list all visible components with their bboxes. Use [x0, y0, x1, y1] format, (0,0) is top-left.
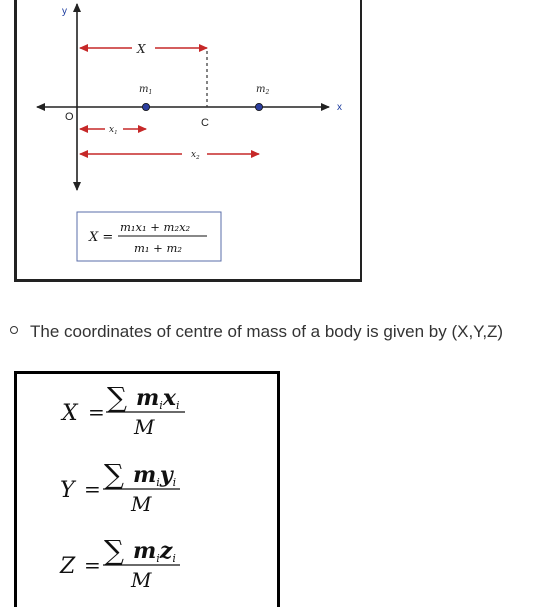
formula-y-lhs: Y	[60, 478, 75, 503]
x-axis-label: x	[337, 102, 342, 113]
mass-1-dot	[142, 103, 149, 110]
formula-lhs: X =	[89, 230, 114, 245]
coordinates-formula-box	[14, 371, 280, 607]
formula-canvas	[17, 374, 283, 610]
diagram-canvas	[17, 0, 365, 284]
x2-label: $x_2$	[191, 150, 200, 161]
y-axis-label: y	[62, 6, 67, 17]
centre-of-mass-diagram	[14, 0, 362, 282]
formula-x-numerator: mixi	[136, 385, 180, 412]
formula-z-numerator: mizi	[133, 538, 176, 565]
formula-x-sigma: ∑	[107, 381, 127, 414]
formula-x-lhs: X	[62, 401, 78, 426]
formula-z	[59, 534, 180, 592]
formula-y-numerator: miyi	[133, 462, 177, 489]
formula-z-denominator: M	[131, 568, 152, 592]
formula-x-denominator: M	[134, 415, 155, 439]
bullet-marker	[10, 326, 18, 334]
formula-y	[60, 458, 180, 516]
formula-z-eq: =	[84, 553, 101, 577]
formula-z-lhs: Z	[60, 554, 76, 579]
bullet-text: The coordinates of centre of mass of a body is given by (X,Y,Z)	[30, 322, 504, 341]
formula-y-denominator: M	[131, 492, 152, 516]
formula-y-eq: =	[84, 477, 101, 501]
x1-label: $x_1$	[109, 125, 118, 136]
X-label: X	[137, 42, 146, 56]
formula-x	[60, 381, 185, 439]
m2-label: $m_2$	[256, 84, 270, 96]
m1-label: $m_1$	[139, 84, 153, 96]
centre-of-mass-bullet	[10, 322, 503, 342]
formula-numerator: m₁x₁ + m₂x₂	[120, 220, 191, 234]
formula-z-sigma: ∑	[104, 534, 124, 567]
c-label: C	[201, 117, 209, 129]
origin-label: O	[65, 111, 74, 123]
formula-y-sigma: ∑	[104, 458, 124, 491]
formula-denominator: m₁ + m₂	[134, 241, 182, 255]
mass-2-dot	[255, 103, 262, 110]
formula-x-eq: =	[88, 400, 105, 424]
